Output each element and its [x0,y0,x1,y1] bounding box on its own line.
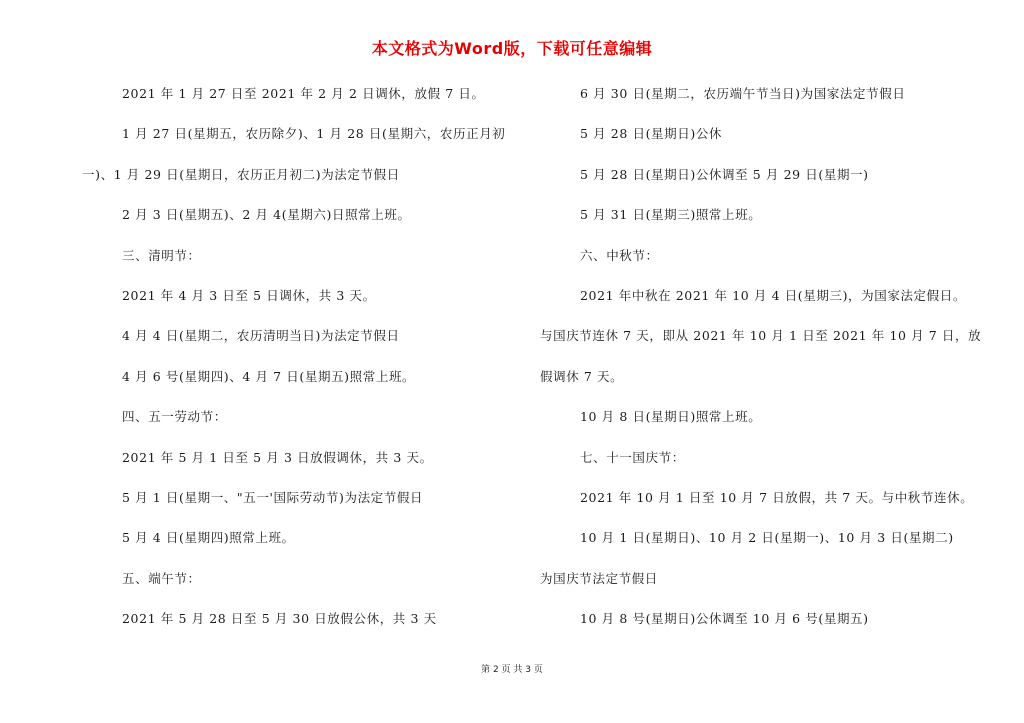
paragraph-line: 10 月 8 日(星期日)照常上班。 [580,409,762,425]
section-heading: 五、端午节： [122,570,201,586]
paragraph-line: 与国庆节连休 7 天，即从 2021 年 10 月 1 日至 2021 年 10 月 7 日，放 [540,328,982,344]
paragraph-line: 假调休 7 天。 [540,368,624,384]
section-heading: 四、五一劳动节： [122,409,227,425]
paragraph-line: 2021 年 4 月 3 日至 5 日调休，共 3 天。 [122,287,376,303]
paragraph-line: 5 月 4 日(星期四)照常上班。 [122,530,295,546]
paragraph-line: 为国庆节法定节假日 [540,570,658,586]
paragraph-line: 5 月 28 日(星期日)公休 [580,126,723,142]
paragraph-line: 10 月 8 号(星期日)公休调至 10 月 6 号(星期五) [580,611,869,627]
section-heading: 六、中秋节： [580,247,659,263]
section-heading: 七、十一国庆节： [580,449,685,465]
page-header-title: 本文格式为Word版，下载可任意编辑 [371,39,653,58]
section-heading: 三、清明节： [122,247,201,263]
paragraph-line: 1 月 27 日(星期五，农历除夕)、1 月 28 日(星期六，农历正月初 [122,126,506,142]
paragraph-line: 2021 年 10 月 1 日至 10 月 7 日放假，共 7 天。与中秋节连休。 [580,489,974,505]
paragraph-line: 10 月 1 日(星期日)、10 月 2 日(星期一)、10 月 3 日(星期二) [580,530,954,546]
paragraph-line: 5 月 31 日(星期三)照常上班。 [580,207,762,223]
left-text-column [82,84,506,649]
paragraph-line: 6 月 30 日(星期二，农历端午节当日)为国家法定节假日 [580,86,906,101]
paragraph-line: 一)、1 月 29 日(星期日，农历正月初二)为法定节假日 [82,166,400,182]
paragraph-line: 5 月 1 日(星期一、"五一'国际劳动节)为法定节假日 [122,489,424,505]
paragraph-line: 4 月 6 号(星期四)、4 月 7 日(星期五)照常上班。 [122,368,416,384]
paragraph-line: 2021 年 5 月 1 日至 5 月 3 日放假调休，共 3 天。 [122,449,433,465]
paragraph-line: 2021 年 1 月 27 日至 2021 年 2 月 2 日调休，放假 7 日。 [122,86,485,101]
paragraph-line: 2021 年中秋在 2021 年 10 月 4 日(星期三)，为国家法定假日。 [580,287,966,303]
page-number-footer: 第 2 页 共 3 页 [481,665,543,675]
paragraph-line: 2021 年 5 月 28 日至 5 月 30 日放假公休，共 3 天 [122,611,437,627]
paragraph-line: 5 月 28 日(星期日)公休调至 5 月 29 日(星期一) [580,166,869,182]
paragraph-line: 4 月 4 日(星期二，农历清明当日)为法定节假日 [122,328,400,344]
paragraph-line: 2 月 3 日(星期五)、2 月 4(星期六)日照常上班。 [122,207,411,223]
right-text-column [540,84,982,649]
